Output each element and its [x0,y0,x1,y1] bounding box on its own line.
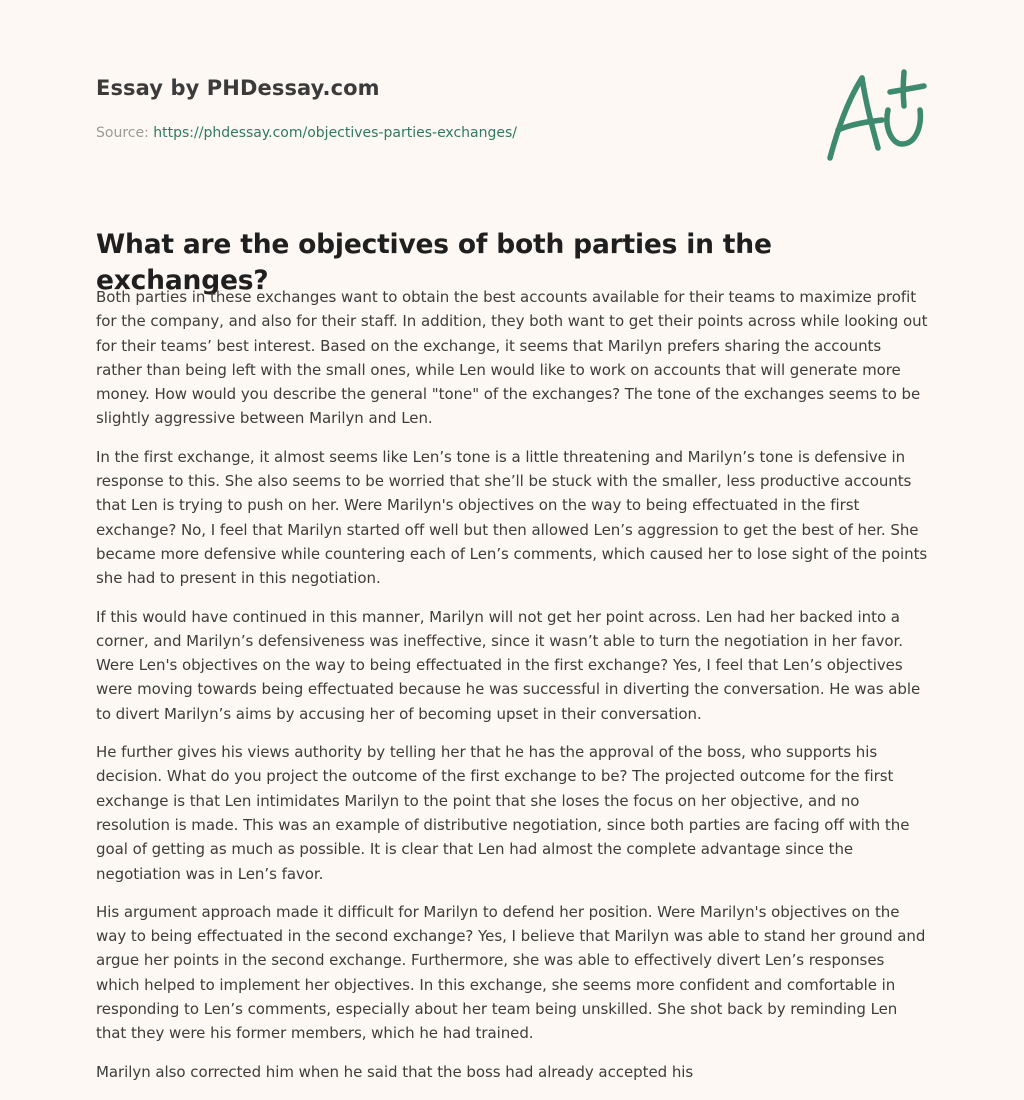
paragraph: He further gives his views authority by telling her that he has the approval of the boss, who supports his decision. What do you project the outcome of the first exchange to be? The projected outcome for the first exchange is that Len intimidates Marilyn to the point that she loses the focus on her objective, and no resolution is made. This was an example of distributive negotiation, since both parties are facing off with the goal of getting as much as possible. It is clear that Len had almost the complete advantage since the negotiation was in Len’s favor. [96,743,910,883]
paragraph: His argument approach made it difficult for Marilyn to defend her position. Were Marilyn's objectives on the way to being effectuated in the second exchange? Yes, I believe that Marilyn was able to stand her ground and argue her points in the second exchange. Furthermore, she was able to effectively divert Len’s responses which helped to implement her objectives. In this exchange, she seems more confident and comfortable in responding to Len’s comments, especially about her team being unskilled. She shot back by reminding Len that they were his former members, which he had trained. [96,902,926,1043]
essay-body [96,285,930,1098]
brand-title: Essay by PHDessay.com [96,76,380,100]
paragraph: In the first exchange, it almost seems like Len’s tone is a little threatening and Marilyn’s tone is defensive in response to this. She also seems to be worried that she’ll be stuck with the smaller, less productive accounts that Len is trying to push on her. Were Marilyn's objectives on the way to being effectuated in the first exchange? No, I feel that Marilyn started off well but then allowed Len’s aggression to get the best of her. She became more defensive while countering each of Len’s comments, which caused her to lose sight of the points she had to present in this negotiation. [96,447,928,588]
source-link[interactable]: https://phdessay.com/objectives-parties-exchanges/ [153,125,518,141]
source-label: Source: [96,125,149,141]
paragraph: Both parties in these exchanges want to obtain the best accounts available for their teams to maximize profit for the company, and also for their staff. In addition, they both want to get their points across while looking out for their teams’ best interest. Based on the exchange, it seems that Marilyn prefers sharing the accounts rather than being left with the small ones, while Len would like to work on accounts that will generate more money. How would you describe the general "tone" of the exchanges? The tone of the exchanges seems to be slightly aggressive between Marilyn and Len. [96,288,928,428]
paragraph: If this would have continued in this manner, Marilyn will not get her point across. Len had her backed into a corner, and Marilyn’s defensiveness was ineffective, since it wasn’t able to turn the negotiation in her favor. Were Len's objectives on the way to being effectuated in the first exchange? Yes, I feel that Len’s objectives were moving towards being effectuated because he was successful in diverting the conversation. He was able to divert Marilyn’s aims by accusing her of becoming upset in their conversation. [96,607,921,723]
paragraph: Marilyn also corrected him when he said that the boss had already accepted his [96,1062,694,1081]
page-title: What are the objectives of both parties in the exchanges? [96,229,772,296]
page-header [96,76,796,141]
a-plus-grade-icon [818,64,934,168]
source-line [96,125,796,141]
